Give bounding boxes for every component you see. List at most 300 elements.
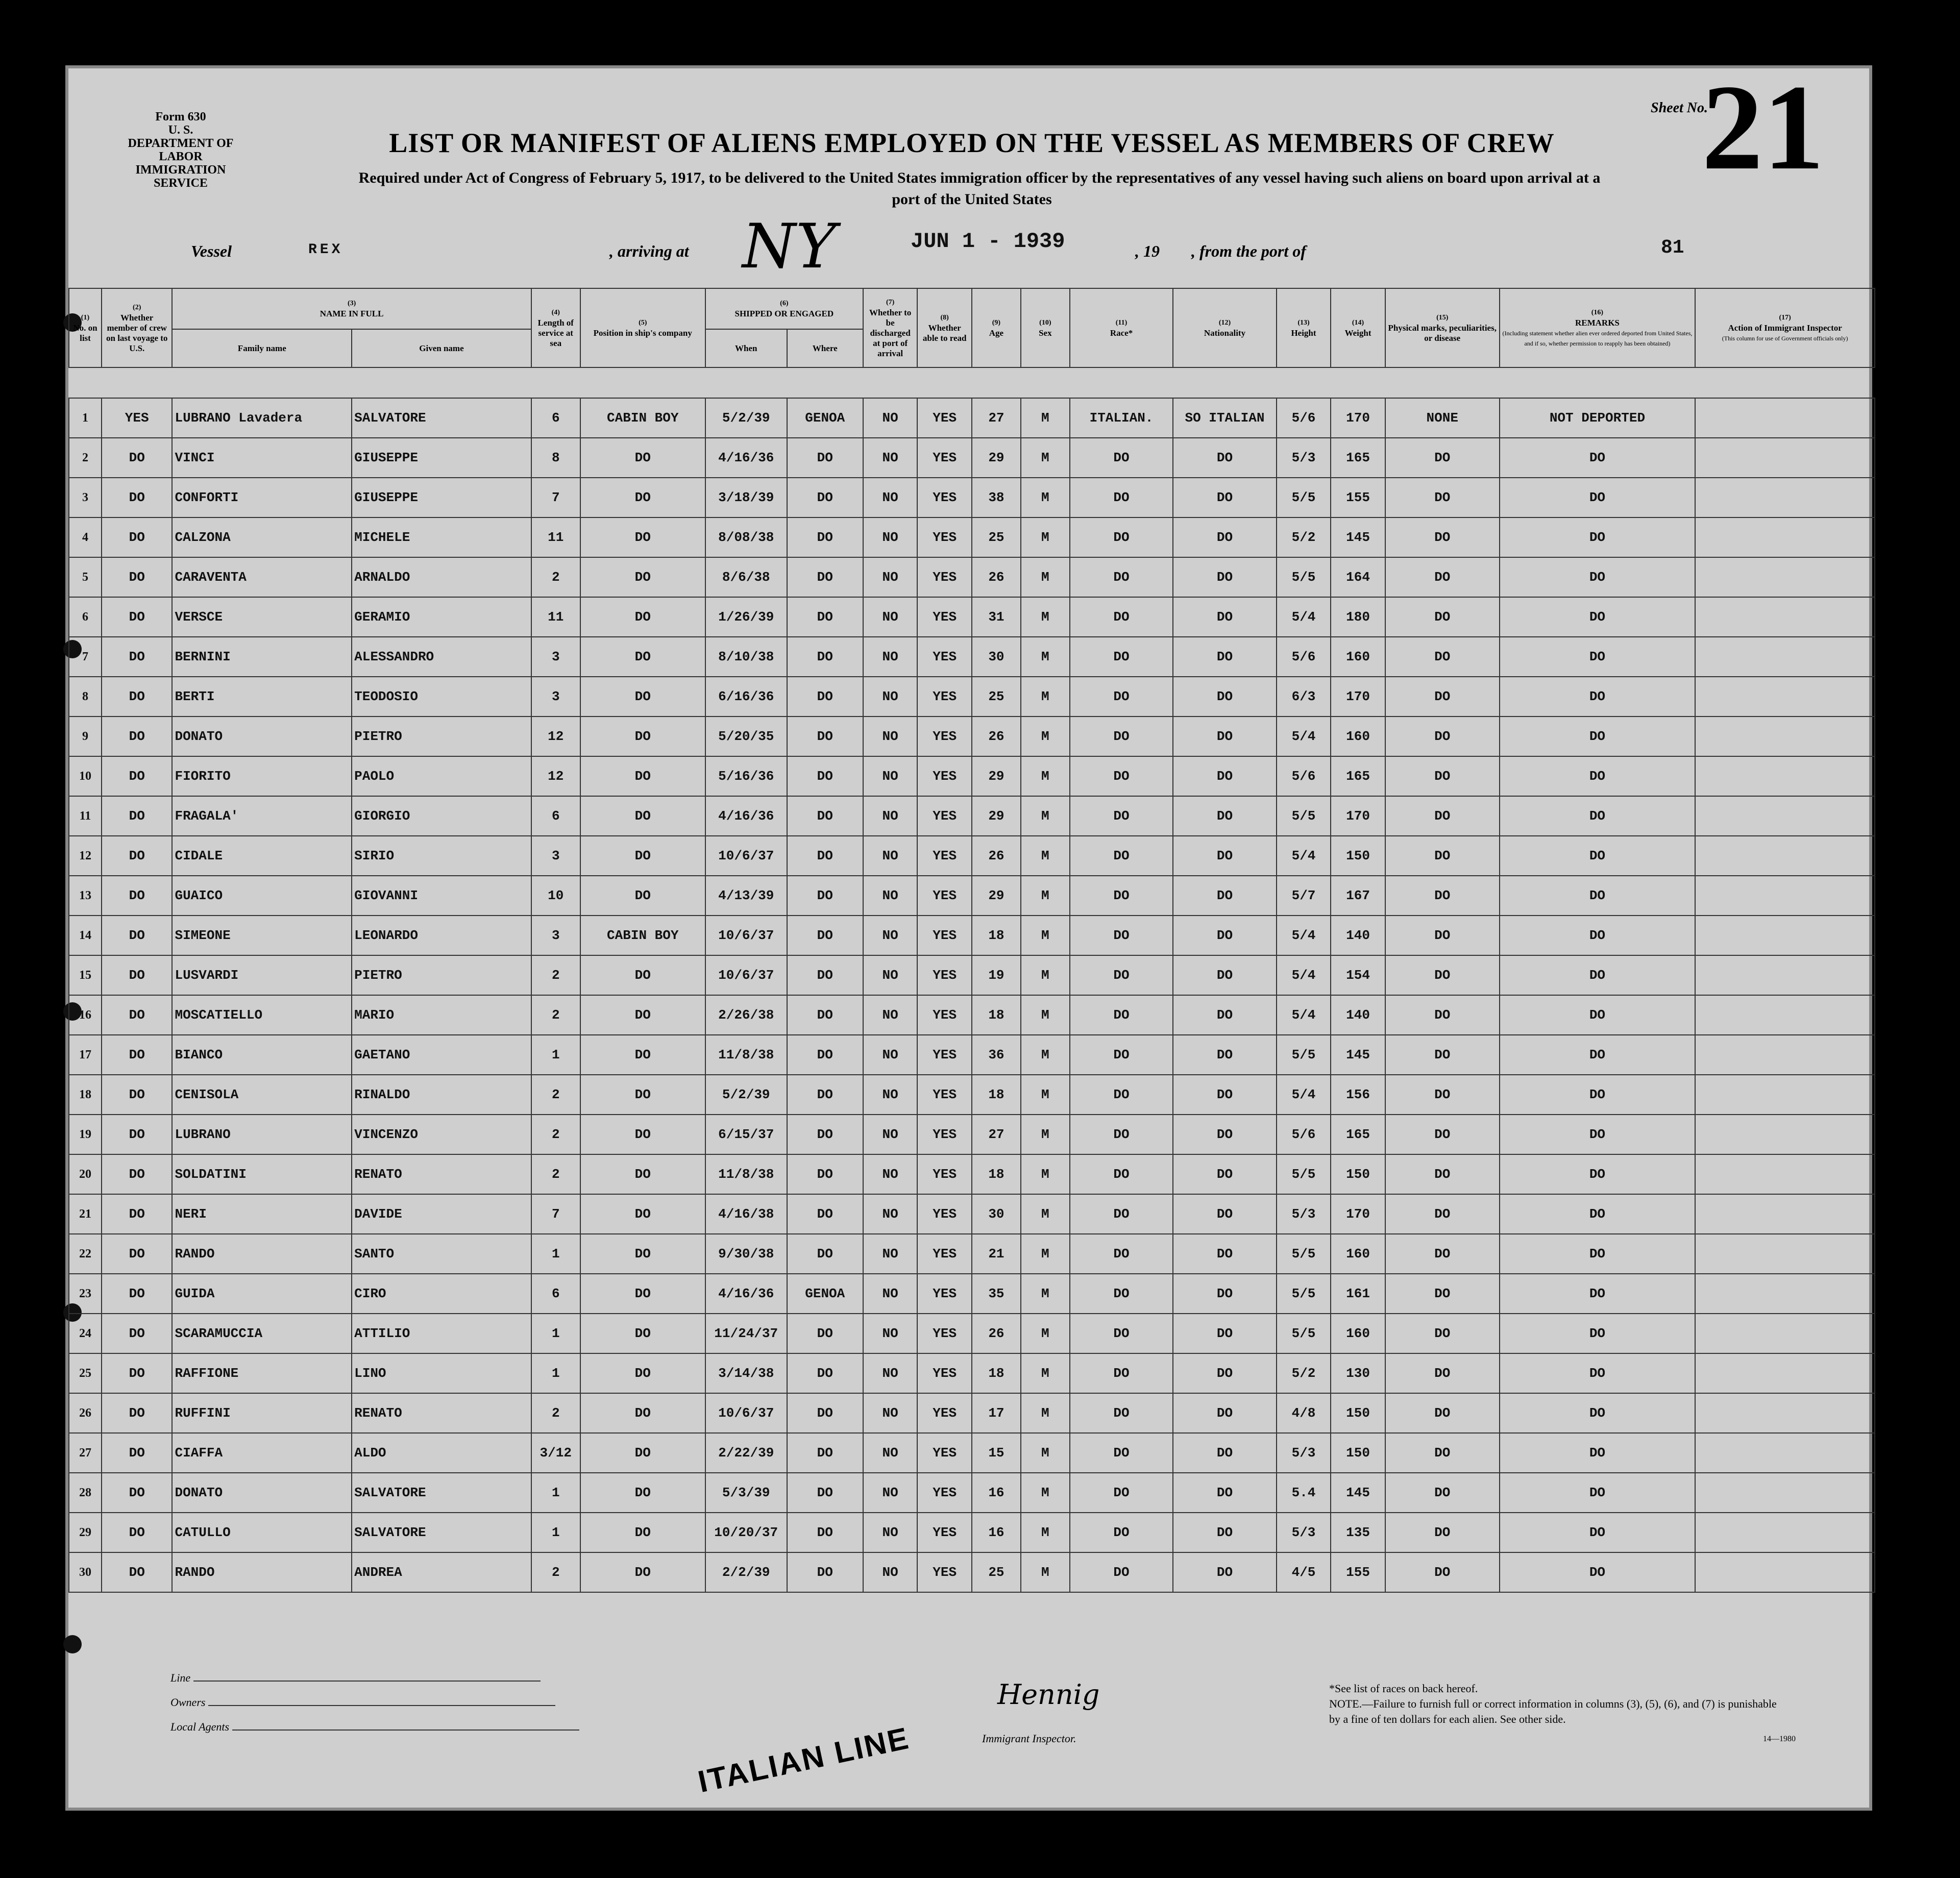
cell-given: PIETRO [352,716,531,756]
cell-family: DONATO [172,716,352,756]
cell-no: 18 [69,1075,102,1115]
cell-given: PAOLO [352,756,531,796]
cell-nationality: DO [1173,1035,1276,1075]
col-header-remarks: (16) REMARKS (Including statement whether alien ever ordered deported from United States, and if so, whether permission to reapply has been obtained) [1500,288,1696,367]
cell-height: 5/4 [1277,597,1331,637]
cell-height: 5/3 [1277,1194,1331,1234]
cell-no: 25 [69,1353,102,1393]
manifest-sheet [65,59,1872,1811]
punch-hole [63,1635,82,1653]
cell-no: 20 [69,1154,102,1194]
cell-sex: M [1021,1513,1070,1552]
cell-read: YES [917,597,972,637]
cell-where: DO [787,1513,863,1552]
cell-discharge: NO [863,1433,918,1473]
cell-weight: 145 [1331,517,1385,557]
cell-age: 38 [972,478,1021,517]
cell-position: DO [580,1035,705,1075]
cell-given: LEONARDO [352,916,531,955]
cell-prev: DO [102,1194,173,1234]
cell-action [1695,1314,1875,1353]
cell-remarks: DO [1500,955,1696,995]
cell-no: 12 [69,836,102,876]
cell-height: 5/2 [1277,1353,1331,1393]
col-header-age: (9) Age [972,288,1021,367]
cell-sex: M [1021,478,1070,517]
cell-when: 10/6/37 [705,955,787,995]
cell-when: 5/3/39 [705,1473,787,1513]
cell-nationality: DO [1173,955,1276,995]
cell-nationality: DO [1173,1274,1276,1314]
footer-notes: *See list of races on back hereof. NOTE.—Failure to furnish full or correct information in columns (3), (5), (6), and (7) is punishable by a fine of ten dollars for each alien. See other side. [1329,1682,1777,1725]
dept-line: Form 630 [155,110,206,123]
cell-age: 29 [972,796,1021,836]
cell-marks: DO [1385,796,1500,836]
cell-age: 26 [972,1314,1021,1353]
cell-race: DO [1070,876,1173,916]
cell-age: 30 [972,1194,1021,1234]
cell-discharge: NO [863,1154,918,1194]
cell-remarks: DO [1500,677,1696,716]
table-row [69,1194,1875,1234]
cell-action [1695,995,1875,1035]
col-header-weight: (14) Weight [1331,288,1385,367]
cell-weight: 145 [1331,1473,1385,1513]
cell-no: 26 [69,1393,102,1433]
cell-weight: 170 [1331,677,1385,716]
cell-height: 5/4 [1277,955,1331,995]
cell-given: ATTILIO [352,1314,531,1353]
cell-prev: DO [102,876,173,916]
cell-position: DO [580,876,705,916]
cell-nationality: DO [1173,1194,1276,1234]
cell-age: 29 [972,756,1021,796]
cell-action [1695,637,1875,677]
cell-position: DO [580,597,705,637]
col-header-read: (8) Whether able to read [917,288,972,367]
dept-line: IMMIGRATION SERVICE [135,163,226,190]
cell-marks: DO [1385,1115,1500,1154]
cell-nationality: SO ITALIAN [1173,398,1276,438]
cell-service: 11 [531,597,580,637]
cell-given: SALVATORE [352,398,531,438]
cell-position: DO [580,1075,705,1115]
cell-sex: M [1021,1075,1070,1115]
cell-no: 19 [69,1115,102,1154]
table-row [69,517,1875,557]
cell-sex: M [1021,1473,1070,1513]
cell-family: BERNINI [172,637,352,677]
cell-position: DO [580,1552,705,1592]
cell-where: GENOA [787,1274,863,1314]
cell-service: 1 [531,1035,580,1075]
cell-remarks: DO [1500,716,1696,756]
col-header-marks: (15) Physical marks, peculiarities, or disease [1385,288,1500,367]
cell-action [1695,1433,1875,1473]
col-header-family-name: Family name [172,329,352,367]
cell-service: 11 [531,517,580,557]
cell-when: 1/26/39 [705,597,787,637]
cell-sex: M [1021,916,1070,955]
cell-family: CARAVENTA [172,557,352,597]
cell-height: 5/5 [1277,478,1331,517]
cell-marks: DO [1385,1314,1500,1353]
cell-height: 5/2 [1277,517,1331,557]
sheet-number: 21 [1702,59,1824,195]
cell-race: DO [1070,796,1173,836]
cell-service: 2 [531,1552,580,1592]
table-row [69,756,1875,796]
cell-when: 10/20/37 [705,1513,787,1552]
cell-sex: M [1021,1194,1070,1234]
col-header-height: (13) Height [1277,288,1331,367]
cell-service: 1 [531,1234,580,1274]
cell-nationality: DO [1173,716,1276,756]
cell-discharge: NO [863,955,918,995]
cell-family: LUBRANO [172,1115,352,1154]
cell-service: 3/12 [531,1433,580,1473]
cell-given: RINALDO [352,1075,531,1115]
cell-discharge: NO [863,677,918,716]
table-row [69,1115,1875,1154]
cell-marks: DO [1385,517,1500,557]
cell-discharge: NO [863,1513,918,1552]
cell-nationality: DO [1173,637,1276,677]
cell-when: 4/16/38 [705,1194,787,1234]
cell-where: DO [787,557,863,597]
cell-race: DO [1070,438,1173,478]
cell-height: 5/4 [1277,995,1331,1035]
cell-given: GIUSEPPE [352,478,531,517]
cell-service: 8 [531,438,580,478]
cell-discharge: NO [863,597,918,637]
cell-weight: 130 [1331,1353,1385,1393]
cell-prev: DO [102,836,173,876]
table-row [69,478,1875,517]
inspector-signature: Hennig [997,1678,1100,1711]
cell-race: DO [1070,1552,1173,1592]
cell-no: 17 [69,1035,102,1075]
vessel-name: REX [308,242,344,258]
cell-no: 8 [69,677,102,716]
cell-age: 25 [972,1552,1021,1592]
cell-action [1695,1075,1875,1115]
cell-where: DO [787,1393,863,1433]
cell-height: 5/4 [1277,1075,1331,1115]
cell-where: DO [787,1115,863,1154]
cell-marks: DO [1385,1035,1500,1075]
table-row [69,1393,1875,1433]
cell-action [1695,1035,1875,1075]
cell-where: DO [787,517,863,557]
cell-position: DO [580,677,705,716]
cell-given: ALDO [352,1433,531,1473]
cell-when: 4/16/36 [705,796,787,836]
col-header-sex: (10) Sex [1021,288,1070,367]
cell-prev: DO [102,716,173,756]
cell-family: LUBRANO Lavadera [172,398,352,438]
cell-height: 4/8 [1277,1393,1331,1433]
cell-prev: DO [102,756,173,796]
cell-remarks: NOT DEPORTED [1500,398,1696,438]
table-row [69,955,1875,995]
cell-read: YES [917,677,972,716]
cell-given: SALVATORE [352,1513,531,1552]
cell-no: 24 [69,1314,102,1353]
cell-given: ANDREA [352,1552,531,1592]
table-row [69,1473,1875,1513]
cell-discharge: NO [863,995,918,1035]
cell-action [1695,438,1875,478]
cell-nationality: DO [1173,517,1276,557]
cell-race: DO [1070,517,1173,557]
cell-given: GERAMIO [352,597,531,637]
cell-family: VINCI [172,438,352,478]
cell-family: LUSVARDI [172,955,352,995]
cell-prev: DO [102,438,173,478]
footer-owners-field: Owners [170,1690,579,1715]
cell-prev: DO [102,1473,173,1513]
cell-no: 6 [69,597,102,637]
cell-nationality: DO [1173,1115,1276,1154]
cell-family: BERTI [172,677,352,716]
cell-position: DO [580,1274,705,1314]
cell-read: YES [917,1194,972,1234]
cell-weight: 150 [1331,1393,1385,1433]
cell-race: DO [1070,916,1173,955]
cell-where: DO [787,1314,863,1353]
cell-service: 6 [531,796,580,836]
cell-sex: M [1021,398,1070,438]
cell-no: 21 [69,1194,102,1234]
cell-race: DO [1070,1194,1173,1234]
cell-height: 6/3 [1277,677,1331,716]
cell-sex: M [1021,1433,1070,1473]
cell-read: YES [917,1552,972,1592]
cell-service: 6 [531,398,580,438]
cell-age: 18 [972,916,1021,955]
cell-race: DO [1070,716,1173,756]
cell-age: 30 [972,637,1021,677]
cell-race: DO [1070,995,1173,1035]
cell-height: 5/3 [1277,1433,1331,1473]
cell-race: DO [1070,1513,1173,1552]
cell-service: 1 [531,1314,580,1353]
cell-family: RAFFIONE [172,1353,352,1393]
cell-age: 26 [972,716,1021,756]
cell-age: 18 [972,1154,1021,1194]
cell-nationality: DO [1173,995,1276,1035]
cell-marks: DO [1385,1194,1500,1234]
cell-given: TEODOSIO [352,677,531,716]
cell-race: DO [1070,597,1173,637]
cell-discharge: NO [863,557,918,597]
cell-where: DO [787,1433,863,1473]
cell-family: CONFORTI [172,478,352,517]
col-header-position: (5) Position in ship's company [580,288,705,367]
from-port-value: 81 [1661,237,1684,259]
table-row [69,438,1875,478]
cell-marks: DO [1385,1274,1500,1314]
cell-remarks: DO [1500,557,1696,597]
cell-race: DO [1070,1314,1173,1353]
cell-height: 5/5 [1277,557,1331,597]
cell-service: 2 [531,1154,580,1194]
cell-nationality: DO [1173,597,1276,637]
cell-prev: DO [102,1393,173,1433]
cell-age: 26 [972,836,1021,876]
cell-prev: DO [102,916,173,955]
cell-read: YES [917,1274,972,1314]
cell-sex: M [1021,1035,1070,1075]
cell-read: YES [917,1433,972,1473]
cell-age: 25 [972,517,1021,557]
cell-action [1695,1513,1875,1552]
cell-height: 5/5 [1277,1314,1331,1353]
table-row [69,876,1875,916]
table-row [69,916,1875,955]
cell-no: 1 [69,398,102,438]
table-row [69,836,1875,876]
cell-read: YES [917,1075,972,1115]
cell-read: YES [917,955,972,995]
cell-where: DO [787,1552,863,1592]
cell-height: 5/5 [1277,1274,1331,1314]
cell-prev: DO [102,955,173,995]
cell-remarks: DO [1500,1473,1696,1513]
cell-race: DO [1070,677,1173,716]
cell-age: 31 [972,597,1021,637]
col-header-where: Where [787,329,863,367]
cell-where: DO [787,478,863,517]
cell-sex: M [1021,597,1070,637]
cell-read: YES [917,1035,972,1075]
cell-given: PIETRO [352,955,531,995]
cell-weight: 164 [1331,557,1385,597]
arriving-label: , arriving at [609,242,689,260]
cell-family: RUFFINI [172,1393,352,1433]
cell-position: DO [580,955,705,995]
cell-remarks: DO [1500,1353,1696,1393]
cell-read: YES [917,796,972,836]
cell-action [1695,597,1875,637]
cell-service: 6 [531,1274,580,1314]
cell-given: GAETANO [352,1035,531,1075]
cell-prev: DO [102,796,173,836]
cell-read: YES [917,1115,972,1154]
cell-given: ARNALDO [352,557,531,597]
cell-age: 19 [972,955,1021,995]
cell-read: YES [917,637,972,677]
cell-weight: 150 [1331,1433,1385,1473]
cell-when: 11/8/38 [705,1154,787,1194]
cell-race: DO [1070,1353,1173,1393]
cell-nationality: DO [1173,1552,1276,1592]
cell-position: DO [580,637,705,677]
cell-sex: M [1021,796,1070,836]
cell-marks: DO [1385,1433,1500,1473]
col-header-when: When [705,329,787,367]
cell-weight: 167 [1331,876,1385,916]
cell-race: DO [1070,1154,1173,1194]
cell-marks: NONE [1385,398,1500,438]
cell-remarks: DO [1500,637,1696,677]
cell-age: 26 [972,557,1021,597]
cell-discharge: NO [863,1234,918,1274]
cell-sex: M [1021,1314,1070,1353]
cell-where: DO [787,597,863,637]
cell-remarks: DO [1500,1234,1696,1274]
cell-nationality: DO [1173,438,1276,478]
cell-weight: 170 [1331,796,1385,836]
cell-marks: DO [1385,637,1500,677]
cell-no: 28 [69,1473,102,1513]
cell-given: SIRIO [352,836,531,876]
cell-remarks: DO [1500,597,1696,637]
cell-no: 27 [69,1433,102,1473]
cell-when: 5/16/36 [705,756,787,796]
cell-service: 7 [531,1194,580,1234]
cell-read: YES [917,1393,972,1433]
cell-height: 5/5 [1277,1035,1331,1075]
cell-nationality: DO [1173,1075,1276,1115]
cell-when: 2/2/39 [705,1552,787,1592]
cell-prev: DO [102,1115,173,1154]
cell-discharge: NO [863,1274,918,1314]
cell-height: 5/4 [1277,836,1331,876]
cell-action [1695,876,1875,916]
cell-remarks: DO [1500,916,1696,955]
cell-race: DO [1070,1035,1173,1075]
cell-weight: 140 [1331,995,1385,1035]
col-header-given-name: Given name [352,329,531,367]
cell-read: YES [917,478,972,517]
cell-discharge: NO [863,1393,918,1433]
cell-sex: M [1021,1234,1070,1274]
cell-marks: DO [1385,716,1500,756]
cell-discharge: NO [863,876,918,916]
cell-position: DO [580,438,705,478]
cell-age: 27 [972,1115,1021,1154]
cell-service: 1 [531,1353,580,1393]
cell-when: 10/6/37 [705,1393,787,1433]
cell-family: BIANCO [172,1035,352,1075]
cell-position: DO [580,1393,705,1433]
cell-where: DO [787,836,863,876]
cell-remarks: DO [1500,1552,1696,1592]
cell-action [1695,398,1875,438]
cell-family: RANDO [172,1234,352,1274]
cell-family: FIORITO [172,756,352,796]
cell-read: YES [917,1234,972,1274]
cell-given: RENATO [352,1393,531,1433]
cell-read: YES [917,1154,972,1194]
table-row [69,1154,1875,1194]
cell-discharge: NO [863,637,918,677]
cell-family: VERSCE [172,597,352,637]
cell-sex: M [1021,1115,1070,1154]
cell-remarks: DO [1500,1433,1696,1473]
cell-marks: DO [1385,916,1500,955]
col-header-prev-voyage: (2) Whether member of crew on last voyage to U.S. [102,288,173,367]
cell-prev: YES [102,398,173,438]
table-row [69,716,1875,756]
cell-given: MICHELE [352,517,531,557]
cell-service: 12 [531,716,580,756]
cell-weight: 165 [1331,1115,1385,1154]
cell-marks: DO [1385,955,1500,995]
cell-service: 1 [531,1513,580,1552]
